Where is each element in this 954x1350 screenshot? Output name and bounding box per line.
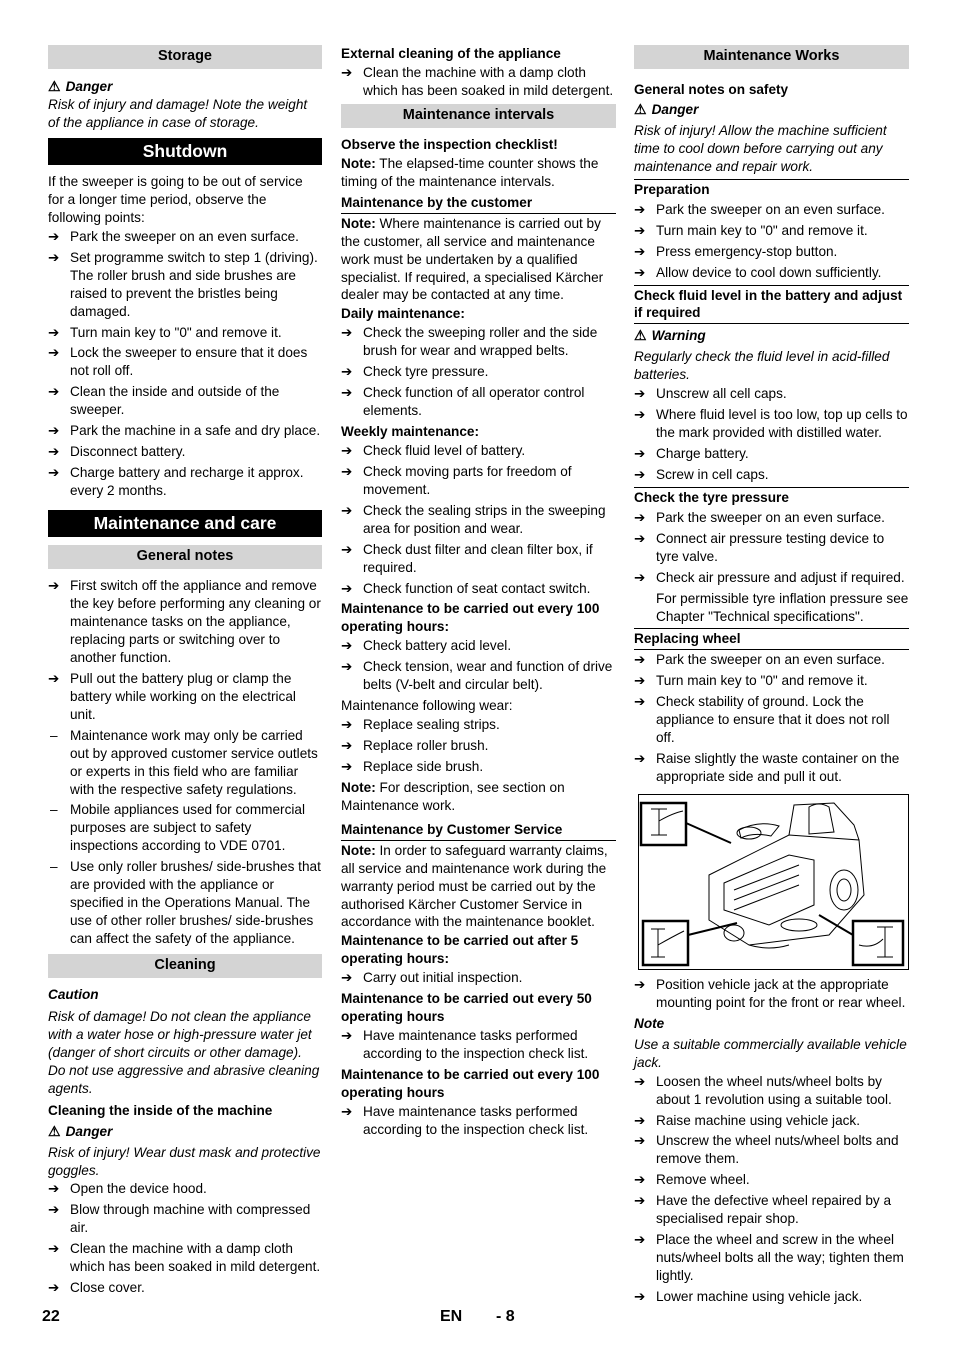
list-item [341,716,616,734]
after-5-list [341,969,616,987]
safety-text: Risk of injury! Allow the machine sufficient time to cool down before carrying out any maintenance and repair work. [634,123,887,174]
arrow-bullet-icon: ➔ [634,509,646,525]
list-item [634,672,909,690]
arrow-bullet-icon: ➔ [341,541,353,557]
jack-list [634,976,909,1012]
arrow-bullet-icon: ➔ [634,466,646,482]
replacing-wheel-heading: Replacing wheel [634,628,909,650]
arrow-bullet-icon: ➔ [341,758,353,774]
list-item [341,324,616,360]
arrow-bullet-icon: ➔ [341,638,353,654]
list-item-text: Raise slightly the waste container on the appropriate side and pull it out. [656,751,900,784]
list-item [48,443,322,461]
arrow-bullet-icon: ➔ [634,976,646,992]
list-item [634,445,909,463]
list-item [341,1027,616,1063]
arrow-bullet-icon: ➔ [634,751,646,767]
list-item [341,658,616,694]
list-item [634,243,909,261]
list-item [48,670,322,724]
list-item-text: Pull out the battery plug or clamp the battery while working on the electrical unit. [70,670,296,722]
list-item [341,737,616,755]
arrow-bullet-icon: ➔ [634,1172,646,1188]
list-item [634,1171,909,1189]
arrow-bullet-icon: ➔ [634,569,646,585]
list-item-text: Replace side brush. [363,758,484,774]
list-item [341,758,616,776]
list-item-text: Park the sweeper on an even surface. [656,201,885,217]
arrow-bullet-icon: ➔ [634,222,646,238]
arrow-bullet-icon: ➔ [341,659,353,675]
every-50-heading: Maintenance to be carried out every 50 operating hours [341,991,592,1025]
wear-list [341,716,616,776]
list-item [634,693,909,747]
list-item-text: Lock the sweeper to ensure that it does not roll off. [70,345,308,379]
list-item [48,383,322,419]
list-item-text: Turn main key to "0" and remove it. [656,222,868,238]
external-cleaning-heading: External cleaning of the appliance [341,46,561,61]
arrow-bullet-icon: ➔ [634,1133,646,1149]
list-item-text: Lower machine using vehicle jack. [656,1288,863,1304]
sweeper-jack-illustration [638,794,909,970]
arrow-bullet-icon: ➔ [634,1193,646,1209]
cleaning-inside-heading: Cleaning the inside of the machine [48,1102,273,1118]
list-item-text: Clean the inside and outside of the sweeper. [70,384,280,418]
arrow-bullet-icon: ➔ [341,463,353,479]
dash-bullet: – [50,802,58,818]
wear-heading: Maintenance following wear: [341,698,513,714]
observe-checklist: Observe the inspection checklist! [341,136,558,152]
list-item [48,1240,322,1276]
every-100-heading: Maintenance to be carried out every 100 operating hours: [341,601,600,635]
arrow-bullet-icon: ➔ [341,385,353,401]
list-item [48,464,322,500]
arrow-bullet-icon: ➔ [634,243,646,259]
every-100-list [341,637,616,694]
warning-label: ⚠ Warning [634,327,706,344]
general-notes-list [48,577,322,724]
tyre-pressure-list [634,509,909,587]
weekly-heading: Weekly maintenance: [341,424,480,439]
arrow-bullet-icon: ➔ [48,228,60,244]
arrow-bullet-icon: ➔ [634,1232,646,1248]
wear-note: Note: For description, see section on Maintenance work. [341,779,565,813]
list-item [634,264,909,282]
general-notes-heading: General notes [48,545,322,569]
warning-triangle-icon: ⚠ [634,101,647,118]
list-item [48,1201,322,1237]
warning-triangle-icon: ⚠ [48,1122,61,1139]
every-100b-list [341,1103,616,1139]
list-item [634,1231,909,1285]
preparation-list [634,201,909,282]
arrow-bullet-icon: ➔ [634,1288,646,1304]
list-item [634,1073,909,1109]
list-item-text: Check tension, wear and function of drive belts (V-belt and circular belt). [363,659,613,693]
shutdown-intro: If the sweeper is going to be out of service for a longer time period, observe the following points: [48,174,303,225]
list-item-text: Check function of all operator control elements. [363,385,585,419]
list-item [48,801,322,855]
customer-note: Note: Where maintenance is carried out by the customer, all service and maintenance work must be undertaken by a qualified specialist. If required, a specialised Kärcher dealer may be contacted at any time. [341,215,604,303]
list-item [634,222,909,240]
list-item-text: Replace roller brush. [363,738,489,753]
list-item [634,750,909,786]
list-item [634,651,909,669]
list-item [634,530,909,566]
caution-text: Risk of damage! Do not clean the appliance with a water hose or high-pressure water jet (danger of short circuits or other damage). Do not use aggressive and abrasive cleaning agents. [48,1009,320,1096]
list-item [48,1180,322,1198]
danger-label: ⚠ Danger [634,101,699,118]
list-item-text: Where fluid level is too low, top up cells to the mark provided with distilled water. [656,407,908,441]
list-item [341,502,616,538]
list-item [634,509,909,527]
arrow-bullet-icon: ➔ [48,384,60,400]
arrow-bullet-icon: ➔ [341,1103,353,1119]
note-label: Note [634,1015,665,1031]
list-item-text: Set programme switch to step 1 (driving). The roller brush and side brushes are raised to prevent the bristles being damaged. [70,249,318,319]
arrow-bullet-icon: ➔ [341,364,353,380]
list-item [48,324,322,342]
list-item-text: Press emergency-stop button. [656,243,838,259]
arrow-bullet-icon: ➔ [48,1280,60,1296]
list-item-text: Open the device hood. [70,1181,207,1197]
arrow-bullet-icon: ➔ [48,324,60,340]
list-item [48,858,322,948]
list-item [341,969,616,987]
list-item-text: Connect air pressure testing device to tyre valve. [656,530,885,564]
every-50-list [341,1027,616,1063]
list-item-text: Check dust filter and clean filter box, if required. [363,541,593,575]
language-code: EN [440,1308,463,1325]
list-item-text: Check stability of ground. Lock the appliance to ensure that it does not roll off. [656,694,890,746]
note-text: Use a suitable commercially available vehicle jack. [634,1036,907,1070]
list-item [48,228,322,246]
list-item-text: Charge battery. [656,446,749,461]
list-item [341,442,616,460]
arrow-bullet-icon: ➔ [48,249,60,265]
warning-triangle-icon: ⚠ [634,327,647,344]
every-100b-heading: Maintenance to be carried out every 100 operating hours [341,1066,600,1100]
list-item [634,569,909,587]
safety-heading: General notes on safety [634,82,789,98]
list-item-text: Close cover. [70,1280,145,1296]
list-item-text: Park the sweeper on an even surface. [656,652,885,668]
list-item [634,1288,909,1306]
arrow-bullet-icon: ➔ [48,1241,60,1257]
list-item [634,466,909,484]
arrow-bullet-icon: ➔ [48,578,60,594]
arrow-bullet-icon: ➔ [634,694,646,710]
arrow-bullet-icon: ➔ [48,1202,60,1218]
maintenance-works-heading: Maintenance Works [634,45,909,69]
storage-heading: Storage [48,45,322,69]
list-item [634,406,909,442]
arrow-bullet-icon: ➔ [634,673,646,689]
weekly-list [341,442,616,598]
list-item [341,637,616,655]
list-item [48,727,322,799]
shutdown-heading: Shutdown [48,138,322,165]
list-item-text: Park the sweeper on an even surface. [656,509,885,525]
cleaning-inside-list [48,1180,322,1297]
arrow-bullet-icon: ➔ [48,670,60,686]
replacing-wheel-list [634,651,909,786]
arrow-bullet-icon: ➔ [48,345,60,361]
list-item-text: Raise machine using vehicle jack. [656,1112,861,1128]
daily-list [341,324,616,420]
list-item-text: Loosen the wheel nuts/wheel bolts by about 1 revolution using a suitable tool. [656,1073,892,1107]
list-item-text: Screw in cell caps. [656,466,769,482]
arrow-bullet-icon: ➔ [48,465,60,481]
warning-text: Regularly check the fluid level in acid-filled batteries. [634,349,890,383]
list-item-text: Unscrew all cell caps. [656,386,787,402]
tyre-pressure-continuation: For permissible tyre inflation pressure see Chapter "Technical specifications". [656,590,909,624]
list-item-text: Check air pressure and adjust if required. [656,569,905,585]
list-item-text: Mobile appliances used for commercial purposes are subject to safety inspections according to VDE 0701. [70,802,305,854]
list-item-text: Place the wheel and screw in the wheel nuts/wheel bolts all the way; tighten them lightly. [656,1232,904,1283]
arrow-bullet-icon: ➔ [341,580,353,596]
list-item-text: Allow device to cool down sufficiently. [656,264,882,280]
arrow-bullet-icon: ➔ [341,502,353,518]
arrow-bullet-icon: ➔ [341,325,353,341]
list-item-text: Park the machine in a safe and dry place. [70,423,321,439]
list-item-text: Have maintenance tasks performed according to the inspection check list. [363,1103,589,1137]
list-item-text: First switch off the appliance and remove the key before performing any cleaning or maintenance tasks on the appliance, replacing parts or switching over to another function. [70,578,321,665]
list-item [48,422,322,440]
arrow-bullet-icon: ➔ [634,446,646,461]
list-item [48,577,322,667]
column-2 [341,45,616,1142]
dash-bullet: – [50,859,58,875]
arrow-bullet-icon: ➔ [634,386,646,402]
fluid-level-list [634,385,909,484]
danger-text: Risk of injury! Wear dust mask and protective goggles. [48,1144,321,1178]
column-3 [634,45,909,1309]
list-item [634,1192,909,1228]
list-item-text: Position vehicle jack at the appropriate mounting point for the front or rear wheel. [656,976,906,1010]
list-item-text: Blow through machine with compressed air. [70,1202,311,1236]
daily-heading: Daily maintenance: [341,306,465,322]
caution-label: Caution [48,987,99,1003]
list-item-text: Check tyre pressure. [363,364,489,380]
list-item [48,344,322,380]
warning-triangle-icon: ⚠ [48,78,61,95]
fluid-level-heading: Check fluid level in the battery and adjust if required [634,285,909,325]
list-item [634,1112,909,1130]
external-cleaning-list [341,64,616,100]
list-item [634,201,909,219]
arrow-bullet-icon: ➔ [341,970,353,986]
final-list [634,1073,909,1306]
dash-bullet: – [50,727,58,743]
list-item [341,384,616,420]
arrow-bullet-icon: ➔ [48,1181,60,1197]
list-item-text: Use only roller brushes/ side-brushes that are provided with the appliance or specified in the Operations Manual. The use of other roller brushes/ side-brushes can affect the safety of the appliance. [70,859,321,946]
list-item-text: Check the sealing strips in the sweeping area for position and wear. [363,502,606,536]
sub-page-number: - 8 [496,1308,515,1325]
list-item-text: Check fluid level of battery. [363,442,526,458]
list-item-text: Carry out initial inspection. [363,970,523,986]
arrow-bullet-icon: ➔ [341,442,353,458]
list-item-text: Maintenance work may only be carried out by approved customer service outlets or experts in this field who are familiar with the respective safety regulations. [70,727,318,797]
page-number: 22 [42,1308,60,1325]
list-item-text: Check function of seat contact switch. [363,580,591,596]
preparation-heading: Preparation [634,179,909,200]
arrow-bullet-icon: ➔ [634,264,646,280]
list-item-text: Check the sweeping roller and the side brush for wear and wrapped belts. [363,325,598,359]
storage-text: Risk of injury and damage! Note the weight of the appliance in case of storage. [48,97,308,130]
tyre-pressure-heading: Check the tyre pressure [634,487,909,508]
list-item [634,385,909,403]
list-item [341,363,616,381]
list-item [634,1132,909,1168]
arrow-bullet-icon: ➔ [634,530,646,546]
sweeper-drawing [639,795,911,969]
shutdown-list [48,228,322,500]
arrow-bullet-icon: ➔ [48,444,60,460]
list-item-text: Check moving parts for freedom of movement. [363,463,572,497]
arrow-bullet-icon: ➔ [48,423,60,439]
arrow-bullet-icon: ➔ [634,652,646,668]
arrow-bullet-icon: ➔ [341,717,353,733]
list-item [341,64,616,100]
maintenance-care-heading: Maintenance and care [48,510,322,537]
cleaning-heading: Cleaning [48,954,322,978]
arrow-bullet-icon: ➔ [341,64,353,80]
list-item-text: Have maintenance tasks performed according to the inspection check list. [363,1028,589,1061]
list-item [48,249,322,321]
danger-label: ⚠ Danger [48,78,113,95]
arrow-bullet-icon: ➔ [341,738,353,753]
general-notes-dash-list [48,727,322,948]
customer-maintenance-heading: Maintenance by the customer [341,194,616,214]
list-item-text: Clean the machine with a damp cloth which has been soaked in mild detergent. [363,64,614,98]
list-item-text: Have the defective wheel repaired by a specialised repair shop. [656,1193,892,1227]
arrow-bullet-icon: ➔ [634,201,646,217]
arrow-bullet-icon: ➔ [634,1073,646,1089]
list-item-text: Turn main key to "0" and remove it. [70,324,282,340]
list-item-text: Turn main key to "0" and remove it. [656,673,868,689]
arrow-bullet-icon: ➔ [634,407,646,423]
list-item [341,541,616,577]
list-item-text: Park the sweeper on an even surface. [70,228,299,244]
list-item-text: Replace sealing strips. [363,717,500,733]
list-item-text: Check battery acid level. [363,638,512,654]
list-item [634,976,909,1012]
customer-service-note: Note: In order to safeguard warranty claims, all service and maintenance work during the warranty period must be carried out by the authorised Kärcher Customer Service in accordance with the maintenance booklet. [341,842,608,930]
list-item [48,1279,322,1297]
observe-note: Note: The elapsed-time counter shows the timing of the maintenance intervals. [341,155,599,189]
list-item [341,1103,616,1139]
list-item-text: Disconnect battery. [70,444,186,460]
maintenance-intervals-heading: Maintenance intervals [341,104,616,128]
list-item-text: Unscrew the wheel nuts/wheel bolts and remove them. [656,1133,899,1167]
arrow-bullet-icon: ➔ [634,1112,646,1128]
list-item-text: Charge battery and recharge it approx. every 2 months. [70,465,304,499]
list-item [341,580,616,598]
list-item-text: Clean the machine with a damp cloth which has been soaked in mild detergent. [70,1241,321,1275]
arrow-bullet-icon: ➔ [341,1028,353,1044]
list-item [341,463,616,499]
danger-label: ⚠ Danger [48,1122,113,1139]
after-5-heading: Maintenance to be carried out after 5 operating hours: [341,933,579,967]
column-1 [48,45,322,1300]
customer-service-heading: Maintenance by Customer Service [341,821,616,841]
list-item-text: Remove wheel. [656,1172,750,1188]
